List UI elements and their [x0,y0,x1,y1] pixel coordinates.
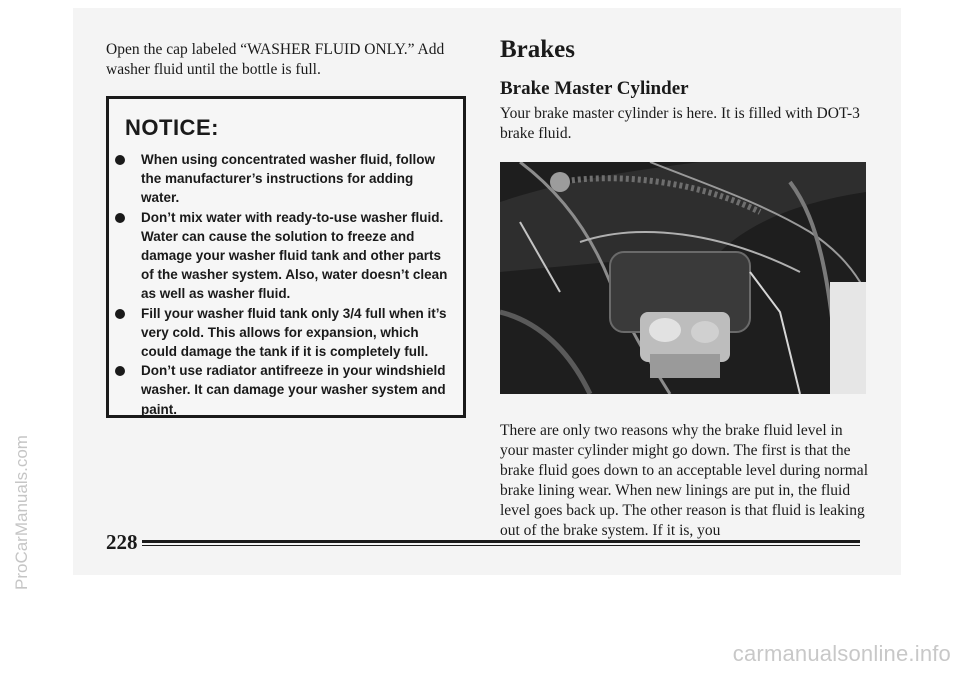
page-number: 228 [106,530,138,554]
notice-item-text: Don’t mix water with ready-to-use washer fluid. Water can cause the solution to freeze and damage your washer fluid tank and other parts of the washer system. Also, water doesn’t clean as well as washer fluid. [141,209,448,302]
right-column [500,34,870,101]
bullet-icon [115,309,125,319]
brake-master-cylinder-photo [500,162,866,394]
notice-box [106,96,466,418]
footer-rule-thin [142,545,860,546]
notice-item-text: When using concentrated washer fluid, follow the manufacturer’s instructions for adding water. [141,152,436,206]
notice-item [115,150,455,208]
notice-list [115,150,455,419]
notice-item-text: Don’t use radiator antifreeze in your windshield washer. It can damage your washer system and paint. [141,363,446,417]
subsection-heading: Brake Master Cylinder [500,78,689,99]
notice-item [115,208,455,304]
brake-fluid-level-text: There are only two reasons why the brake fluid level in your master cylinder might go down. The first is that the brake fluid goes down to an acceptable level during normal brake lining wear. When new linings are put in, the fluid level goes back up. The other reason is that fluid is leaking out of the brake system. If it is, you [500,422,868,539]
bullet-icon [115,213,125,223]
bullet-icon [115,155,125,165]
site-watermark: carmanualsonline.info [732,641,951,666]
notice-title: NOTICE: [125,115,219,140]
notice-item [115,304,455,362]
left-column [106,40,466,80]
engine-bay-illustration [500,162,866,394]
notice-item-text: Fill your washer fluid tank only 3/4 full when it’s very cold. This allows for expansion, which could damage the tank if it is completely full. [141,305,447,360]
section-heading: Brakes [500,36,575,63]
washer-fluid-intro: Open the cap labeled “WASHER FLUID ONLY.” Add washer fluid until the bottle is full. [106,41,445,78]
bullet-icon [115,366,125,376]
footer-rule [142,540,860,543]
master-cylinder-intro: Your brake master cylinder is here. It is filled with DOT-3 brake fluid. [500,105,860,142]
side-watermark: ProCarManuals.com [12,435,31,590]
notice-item [115,361,455,419]
